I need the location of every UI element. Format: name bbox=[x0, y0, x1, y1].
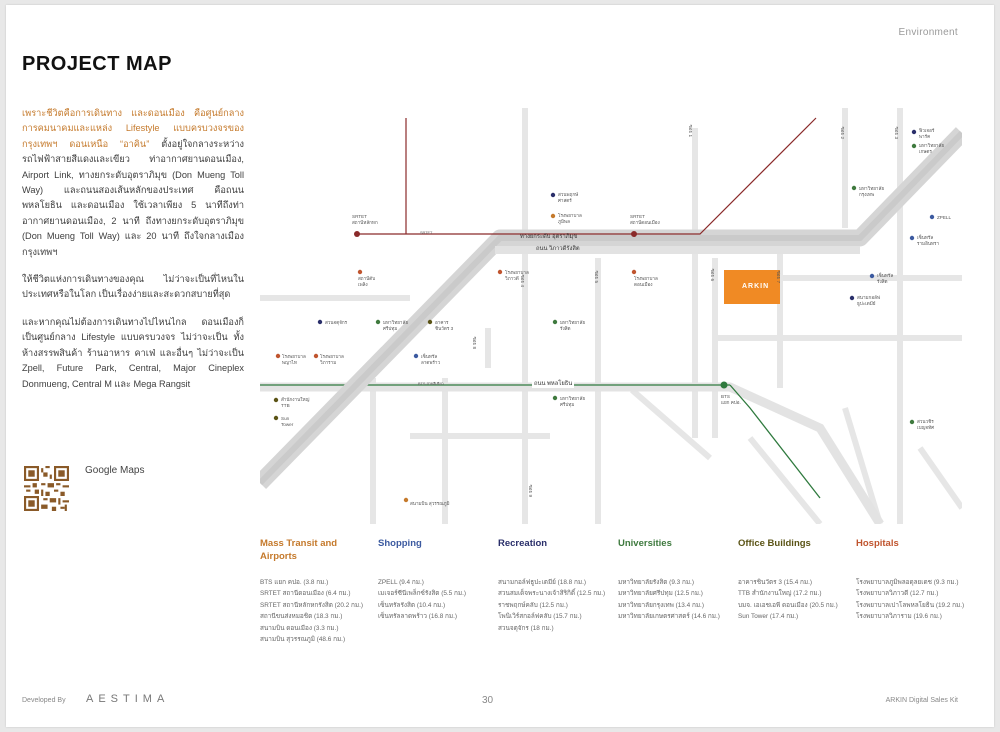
category-item: มหาวิทยาลัยเกษตรศาสตร์ (14.6 กม.) bbox=[618, 613, 720, 621]
category-title: Recreation bbox=[498, 538, 548, 549]
category-item: SRTET สถานีหลักหกรังสิต (20.2 กม.) bbox=[260, 601, 364, 609]
category-item: โรงพยาบาลวิภาราม (19.6 กม.) bbox=[856, 613, 942, 621]
project-label: ARKIN bbox=[742, 283, 770, 290]
poi-label: Sun Tower bbox=[281, 416, 294, 427]
category-universities bbox=[618, 537, 730, 623]
poi-label: มหาวิทยาลัย กรุงเทพ bbox=[859, 186, 885, 197]
poi-label: มหาวิทยาลัย ศรีปทุม bbox=[560, 396, 586, 407]
category-item: ZPELL (9.4 กม.) bbox=[378, 579, 424, 586]
category-item: สถานีขนส่งหมอชิต (18.3 กม.) bbox=[260, 613, 343, 621]
category-item: สวนสมเด็จพระนางเจ้าสิริกิติ์ (12.5 กม.) bbox=[498, 590, 606, 598]
side-road-label: ซอย 9 bbox=[528, 484, 533, 497]
poi-label: สวนจตุจักร bbox=[325, 320, 348, 325]
project-marker[interactable] bbox=[724, 270, 780, 304]
category-item: เมเจอร์ซีนีเพล็กซ์รังสิต (5.5 กม.) bbox=[378, 590, 466, 598]
side-road-label: ซอย 2 bbox=[840, 126, 845, 139]
side-road-label: ซอย 8 bbox=[472, 336, 477, 349]
page-title: PROJECT MAP bbox=[22, 53, 172, 75]
poi-label: สถานีดับ เพลิง bbox=[358, 276, 376, 287]
category-item: มหาวิทยาลัยศรีปทุม (12.5 กม.) bbox=[618, 590, 703, 598]
category-item: มหาวิทยาลัยรังสิต (9.3 กม.) bbox=[618, 579, 694, 586]
category-item: Sun Tower (17.4 กม.) bbox=[738, 613, 799, 621]
intro-highlight: เพราะชีวิตคือการเดินทาง และดอนเมือง คือศูนย์กลางการคมนาคมและแหล่ง Lifestyle แบบครบวงจรของกรุงเทพฯ ดอนเหนือ “อาคิน” bbox=[22, 108, 244, 149]
poi-label: สวนพฤกษ์ ศาสตร์ bbox=[558, 192, 579, 203]
category-title: Hospitals bbox=[856, 538, 899, 549]
poi-label: มหาวิทยาลัย รังสิต bbox=[560, 320, 586, 331]
category-title: Office Buildings bbox=[738, 538, 811, 549]
category-item: โรงพยาบาลวิภาวดี (12.7 กม.) bbox=[856, 590, 939, 598]
page bbox=[6, 5, 994, 727]
intro-paragraph-2: ให้ชีวิตแห่งการเดินทางของคุณ ไม่ว่าจะเป็นที่ไหนในประเทศหรือในโลก เป็นเรื่องง่ายและสะดวกสบายที่สุด bbox=[22, 274, 244, 300]
poi-label: ฟิวเจอร์ พาร์ค bbox=[919, 128, 935, 139]
side-road-label: ซอย 7 bbox=[776, 270, 781, 283]
category-item: สนามกอล์ฟธูปะเตมีย์ (18.8 กม.) bbox=[498, 579, 587, 586]
side-road-label: ซอย 3 bbox=[894, 126, 899, 139]
poi-label: สำนักงานใหญ่ TTB bbox=[281, 397, 310, 408]
category-item: สนามบิน ดอนเมือง (3.3 กม.) bbox=[260, 624, 339, 632]
side-road-label: ซอย 4 bbox=[520, 274, 525, 287]
intro-paragraph-3: และหากคุณไม่ต้องการเดินทางไปไหนไกล ดอนเมืองก็เป็นศูนย์กลาง Lifestyle แบบครบวงจร ไม่ว่าจะเป็น ทั้งห้างสรรพสินค้า ร้านอาหาร คาเฟ่ และอื่นๆ ไม่ว่าจะเป็น Zpell, Future Park, Central, Major Cineplex Donmueng, Central M และ Mega Rangsit bbox=[22, 316, 244, 389]
category-item: อาคารชินวัตร 3 (15.4 กม.) bbox=[738, 579, 813, 586]
srtet-station-1[interactable] bbox=[354, 231, 360, 237]
poi-label: สวนวชิร เบญจทัศ bbox=[917, 419, 935, 430]
poi-label: โรงพยาบาล ดอนเมือง bbox=[634, 276, 658, 287]
bts-line-label: BTS สายสีเขียว bbox=[418, 382, 444, 386]
poi-label: อาคาร ชินวัตร 3 bbox=[435, 320, 454, 331]
poi-label: เซ็นทรัล รังสิต bbox=[877, 273, 894, 284]
category-item: สนามบิน สุวรรณภูมิ (48.6 กม.) bbox=[260, 636, 346, 644]
category-title: Mass Transit and Airports bbox=[260, 538, 338, 562]
side-road-label: ซอย 6 bbox=[710, 268, 715, 281]
zpell-label: ZPELL bbox=[937, 215, 952, 220]
side-road-label: ซอย 5 bbox=[594, 270, 599, 283]
poi-label: โรงพยาบาล วิภาวดี bbox=[505, 270, 529, 281]
project-map bbox=[260, 108, 962, 524]
srtet-station-2-label: SRTET สถานีดอนเมือง bbox=[630, 214, 660, 225]
intro-p1-rest: ตั้งอยู่ใจกลางระหว่างรถไฟฟ้าสายสีแดงและเขียว ท่าอากาศยานดอนเมือง, Airport Link, ทางยกระดับอุตราภิมุข (Don Mueng Toll Way) และถนนสองเส้นหลักของประเทศ คือถนนพหลโยธิน และดอนเมือง ใช้เวลาเพียง 5 นาทีถึงท่าอากาศยานดอนเมือง, 2 นาที ถึงทางยกระดับอุตราภิมุข (Don Mueng Toll Way) และ 20 นาที ถึงใจกลางเมืองกรุงเทพฯ bbox=[22, 138, 244, 257]
category-item: โรงพยาบาลเปาโลพหลโยธิน (19.2 กม.) bbox=[856, 601, 965, 609]
category-item: มหาวิทยาลัยกรุงเทพ (13.4 กม.) bbox=[618, 601, 704, 609]
poi-label: สนามบิน สุวรรณภูมิ bbox=[410, 501, 450, 506]
category-item: ราชพฤกษ์คลับ (12.5 กม.) bbox=[498, 601, 568, 609]
category-item: บมจ. เอเอชเอพี ดอนเมือง (20.5 กม.) bbox=[738, 601, 838, 609]
category-recreation bbox=[498, 537, 610, 634]
category-item: เซ็นทรัลรังสิต (10.4 กม.) bbox=[378, 601, 446, 609]
poi-label: เซ็นทรัล รามอินทรา bbox=[917, 235, 940, 246]
category-office-buildings bbox=[738, 537, 850, 623]
category-mass-transit bbox=[260, 537, 372, 645]
footer-kit-name: ARKIN Digital Sales Kit bbox=[885, 697, 958, 704]
category-item: โรงพยาบาลภูมิพลอดุลยเดช (9.3 กม.) bbox=[856, 579, 959, 586]
category-item: SRTET สถานีดอนเมือง (6.4 กม.) bbox=[260, 590, 351, 598]
category-item: เซ็นทรัลลาดพร้าว (16.8 กม.) bbox=[378, 613, 458, 621]
category-item: สวนจตุจักร (18 กม.) bbox=[498, 624, 554, 632]
road-label-phahon: ถนน พหลโยธิน bbox=[534, 381, 573, 387]
category-legend bbox=[260, 537, 980, 657]
poi-label: เซ็นทรัล ลาดพร้าว bbox=[421, 354, 441, 365]
srtet-station-2[interactable] bbox=[631, 231, 637, 237]
side-road-label: ซอย 1 bbox=[688, 124, 693, 137]
srtet-line-label: SRTET bbox=[420, 231, 433, 235]
qr-code-icon[interactable] bbox=[24, 466, 69, 511]
category-item: TTB สำนักงานใหญ่ (17.2 กม.) bbox=[738, 590, 822, 598]
section-tag: Environment bbox=[898, 27, 958, 38]
category-item: โพนิเวิร์สกอล์ฟคลับ (15.7 กม.) bbox=[498, 613, 582, 621]
bts-station-label: BTS แยก คปอ. bbox=[721, 394, 741, 405]
intro-text bbox=[22, 106, 244, 404]
google-maps-link[interactable]: Google Maps bbox=[85, 465, 145, 476]
category-hospitals bbox=[856, 537, 968, 623]
developer-logo: AESTIMA bbox=[86, 693, 170, 705]
footer-developed-by: Developed By bbox=[22, 697, 66, 704]
category-item: BTS แยก คปอ. (3.8 กม.) bbox=[260, 579, 329, 586]
bts-station[interactable] bbox=[721, 382, 728, 389]
poi-label: สนามกอล์ฟ ธูปะเตมีย์ bbox=[857, 295, 881, 306]
category-title: Shopping bbox=[378, 538, 422, 549]
category-shopping bbox=[378, 537, 490, 623]
srtet-station-1-label: SRTET สถานีหลักหก bbox=[352, 214, 378, 225]
poi-label: โรงพยาบาล ภูมิพล bbox=[558, 213, 582, 224]
poi-label: มหาวิทยาลัย เกษตร bbox=[919, 143, 945, 154]
intro-paragraph-1 bbox=[22, 106, 244, 260]
page-number: 30 bbox=[482, 695, 494, 706]
map-roads bbox=[260, 108, 962, 524]
poi-label: โรงพยาบาล พญาไท bbox=[282, 354, 306, 365]
road-label-vibhavadi: ถนน วิภาวดีรังสิต bbox=[536, 246, 580, 252]
poi-label: มหาวิทยาลัย ศรีปทุม bbox=[383, 320, 409, 331]
category-title: Universities bbox=[618, 538, 672, 549]
poi-label: โรงพยาบาล วิภาราม bbox=[320, 354, 344, 365]
road-label-tollway: ทางยกระดับ อุตราภิมุข bbox=[520, 234, 578, 240]
